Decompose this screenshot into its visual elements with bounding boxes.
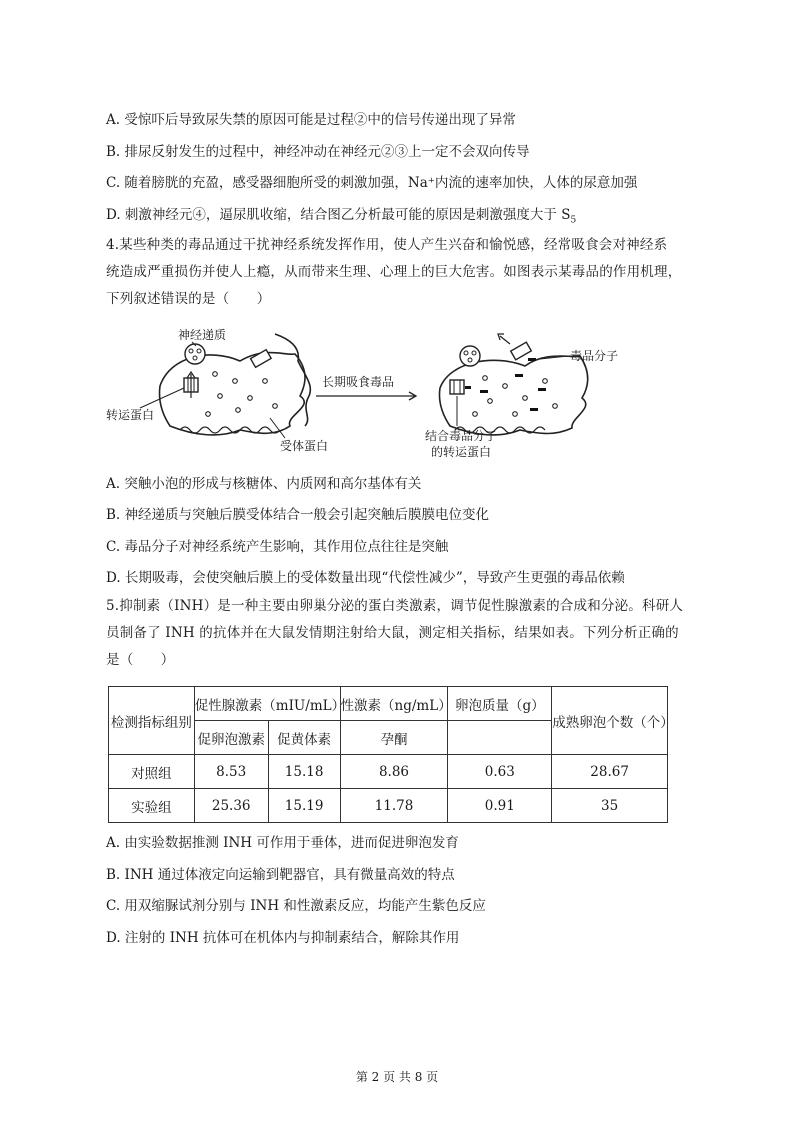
drug-molecule [528,358,536,361]
label-bound-transporter-line2: 的转运蛋白 [431,445,492,459]
label-transporter: 转运蛋白 [106,408,155,422]
page-footer: 第 2 页 共 8 页 [355,1070,439,1084]
cell-fsh: 25.36 [194,789,268,823]
q3-option-d-text: D. 刺激神经元④，逼尿肌收缩，结合图乙分析最可能的原因是刺激强度大于 S [106,207,571,223]
q4-option-a: A. 突触小泡的形成与核糖体、内质网和高尔基体有关 [106,476,422,492]
drug-molecule [465,386,471,389]
q5-option-b: B. INH 通过体液定向运输到靶器官，具有微量高效的特点 [106,867,455,883]
q5-option-a: A. 由实验数据推测 INH 可作用于垂体，进而促进卵泡发育 [106,835,459,851]
cell-lh: 15.19 [268,789,340,823]
presynaptic-terminal-left [159,353,305,435]
synaptic-vesicle-right [460,346,480,366]
label-arrow: 长期吸食毒品 [322,375,395,389]
q3-option-b: B. 排尿反射发生的过程中，神经冲动在神经元②③上一定不会双向传导 [106,144,530,160]
transporter-right [450,380,464,394]
q5-option-d: D. 注射的 INH 抗体可在机体内与抑制素结合，解除其作用 [106,930,460,946]
q5-option-c: C. 用双缩脲试剂分别与 INH 和性激素反应，均能产生紫色反应 [106,898,486,914]
header-gonadotropin: 促性腺激素（mIU/mL） [194,687,340,721]
q3-option-d-subscript: 5 [570,215,577,226]
presynaptic-terminal-right [439,356,587,435]
q4-option-d: D. 长期吸毒，会使突触后膜上的受体数量出现“代偿性减少”，导致产生更强的毒品依赖 [106,570,625,586]
drug-molecule [480,390,488,393]
header-mature-count: 成熟卵泡个数（个） [552,687,668,755]
header-lh: 促黄体素 [268,721,340,755]
q4-stem-line: 统造成严重损伤并使人上瘾，从而带来生理、心理上的巨大危害。如图表示某毒品的作用机理， [106,264,682,280]
header-egg-mass: 卵泡质量（g） [448,687,552,721]
q5-stem-line: 5.抑制素（INH）是一种主要由卵巢分泌的蛋白类激素，调节促性腺激素的合成和分泌。科研人 [106,598,684,614]
cell-group: 实验组 [109,789,195,823]
q4-stem-line: 4.某些种类的毒品通过干扰神经系统发挥作用，使人产生兴奋和愉悦感，经常吸食会对神经系 [106,237,668,253]
header-empty [448,721,552,755]
synapse-diagram [100,326,680,466]
drug-molecule [538,388,546,391]
cell-lh: 15.18 [268,755,340,789]
table-row [109,789,668,823]
header-progesterone: 孕酮 [340,721,448,755]
cell-fsh: 8.53 [194,755,268,789]
label-receptor: 受体蛋白 [280,439,329,453]
q4-stem-line: 下列叙述错误的是（ ） [106,291,271,307]
drug-molecule [530,408,538,411]
q4-option-c: C. 毒品分子对神经系统产生影响，其作用位点往往是突触 [106,539,449,555]
hormone-data-table [108,686,674,823]
cell-count: 35 [552,789,668,823]
receptor-right [511,342,532,360]
q5-stem [106,593,686,674]
q4-stem [106,232,686,313]
table-row [109,755,668,789]
label-drug-molecule: 毒品分子 [570,349,619,363]
synaptic-vesicle-left [185,344,205,364]
drug-molecule [515,374,523,377]
header-fsh: 促卵泡激素 [194,721,268,755]
cell-progesterone: 11.78 [340,789,448,823]
cell-mass: 0.63 [448,755,552,789]
q3-option-d [106,205,576,231]
label-bound-transporter-line1: 结合毒品分子 [425,429,498,443]
q5-stem-line: 是（ ） [106,652,175,668]
cell-group: 对照组 [109,755,195,789]
cell-progesterone: 8.86 [340,755,448,789]
header-sex-hormone: 性激素（ng/mL） [340,687,448,721]
label-neurotransmitter: 神经递质 [178,328,227,342]
cell-mass: 0.91 [448,789,552,823]
q4-option-b: B. 神经递质与突触后膜受体结合一般会引起突触后膜膜电位变化 [106,507,490,523]
q3-option-c: C. 随着膀胱的充盈，感受器细胞所受的刺激加强，Na⁺内流的速率加快，人体的尿意加强 [106,175,638,191]
receptor-left [251,350,272,368]
cell-count: 28.67 [552,755,668,789]
header-group: 检测指标组别 [109,687,195,755]
membrane-wave-left [180,427,280,433]
q3-option-a: A. 受惊吓后导致尿失禁的原因可能是过程②中的信号传递出现了异常 [106,112,516,128]
q5-stem-line: 员制备了 INH 的抗体并在大鼠发情期注射给大鼠，测定相关指标，结果如表。下列分析正确的 [106,625,679,641]
